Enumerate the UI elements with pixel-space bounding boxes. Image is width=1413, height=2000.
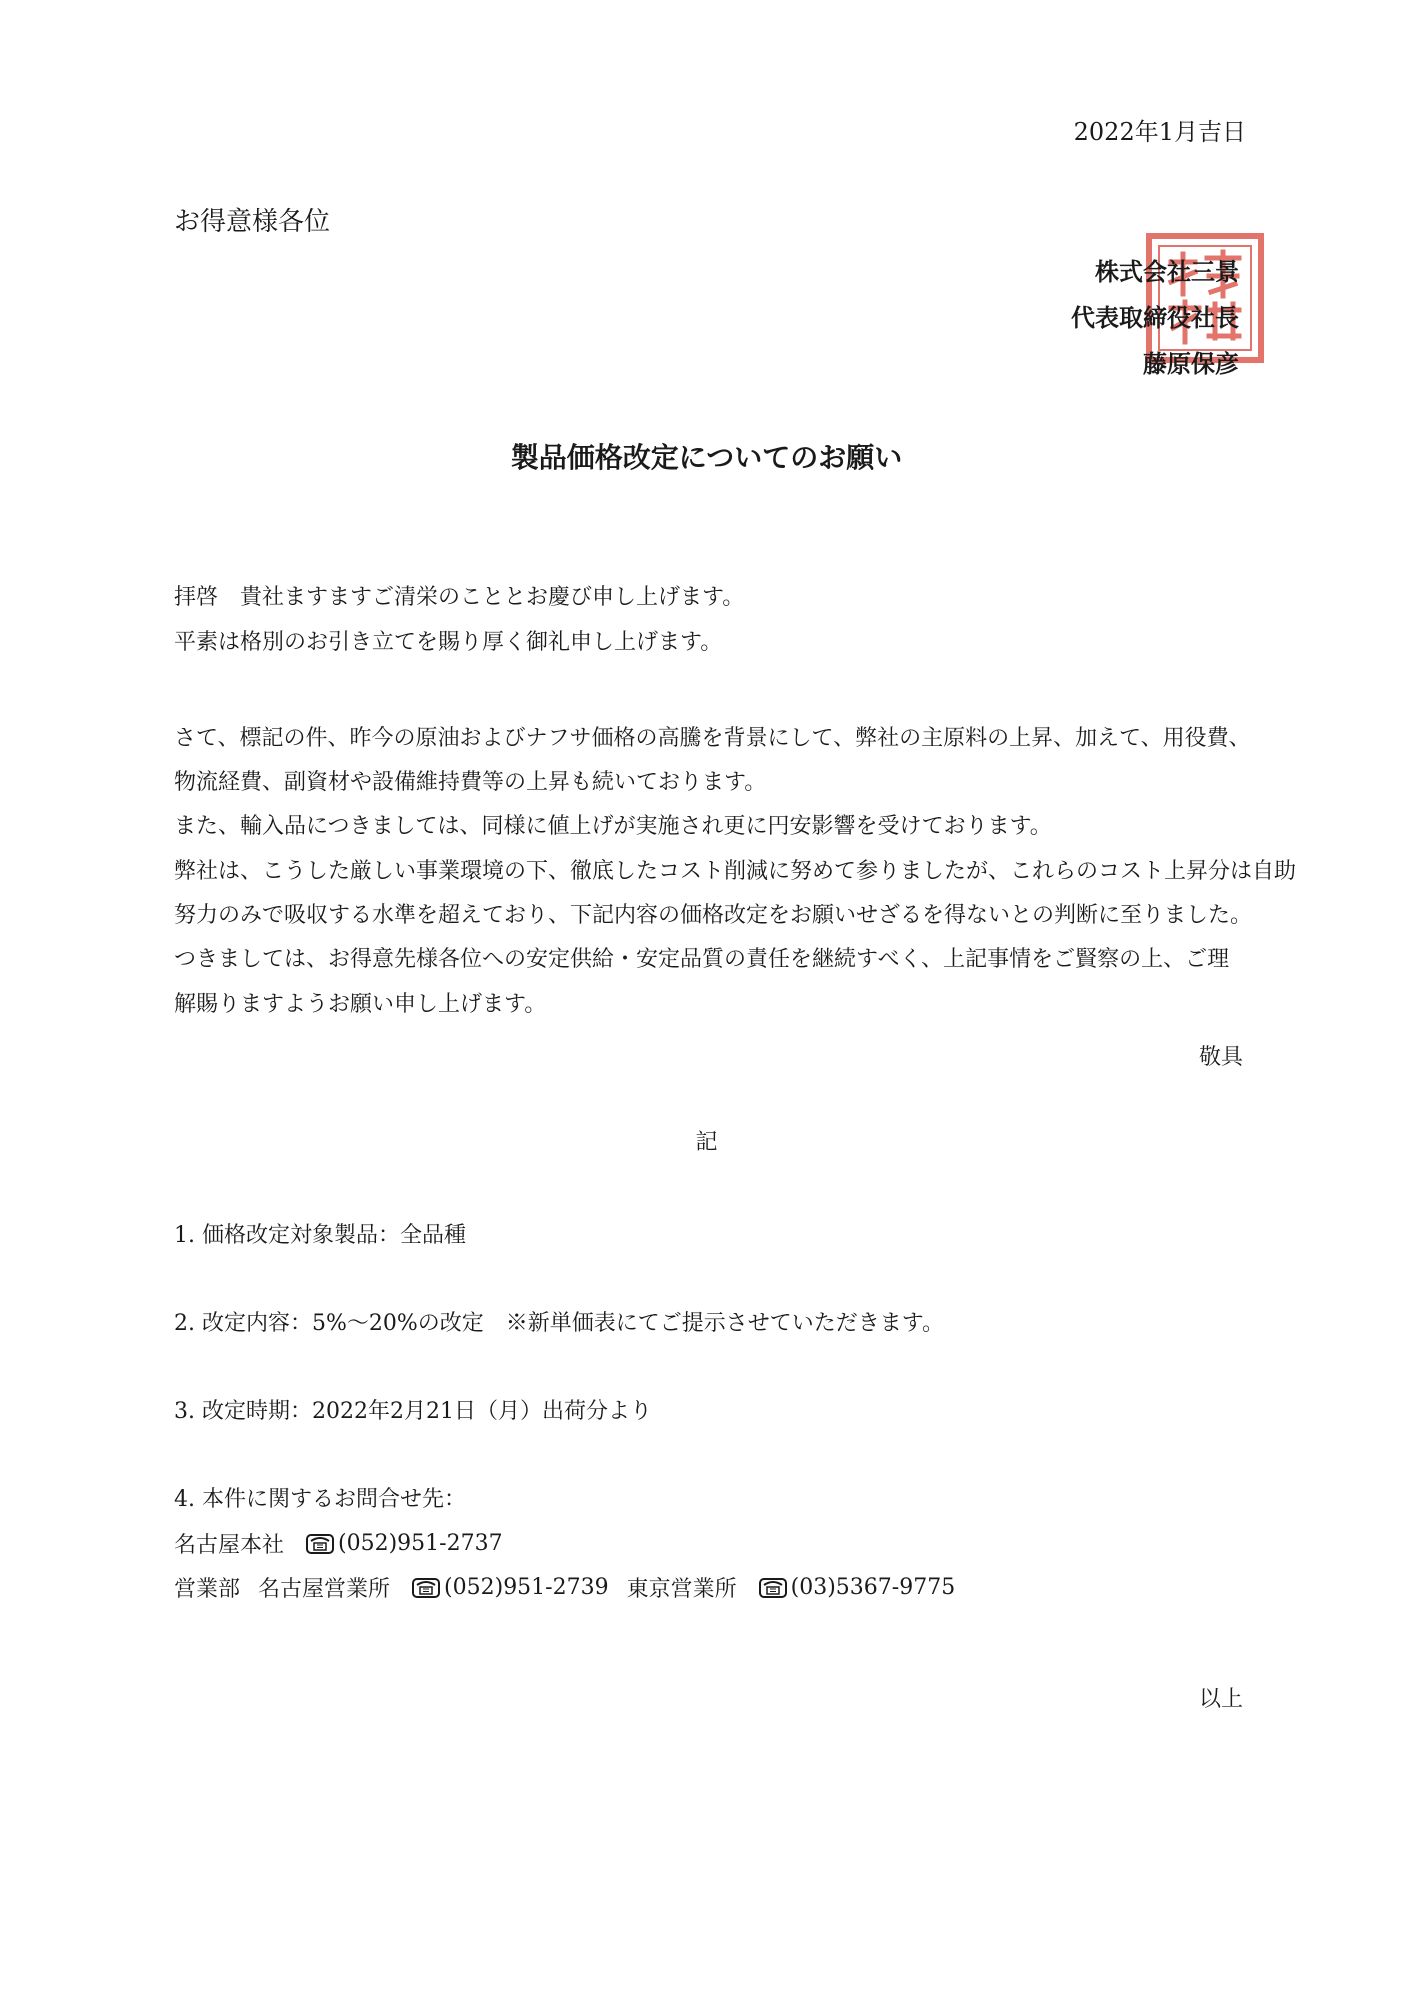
tokyo-tel: (03)5367-9775 — [790, 1575, 956, 1600]
ki-heading: 記 — [695, 1130, 718, 1155]
item-3: 3. 改定時期：2022年2月21日（月）出荷分より — [174, 1399, 652, 1424]
nagoya-label: 名古屋営業所 — [258, 1577, 391, 1602]
body-line: 物流経費、副資材や設備維持費等の上昇も続いております。 — [174, 770, 767, 795]
phone-icon — [306, 1534, 334, 1554]
contact-sales — [174, 1572, 955, 1603]
date: 2022年1月吉日 — [1073, 118, 1246, 146]
tokyo-label: 東京営業所 — [626, 1577, 737, 1602]
body-line: さて、標記の件、昨今の原油およびナフサ価格の高騰を背景にして、弊社の主原料の上昇、加えて、用役費、 — [174, 726, 1251, 751]
closing-ijou: 以上 — [1198, 1687, 1243, 1712]
phone-icon — [759, 1578, 787, 1598]
representative-name: 藤原保彦 — [1143, 349, 1239, 378]
item-1: 1. 価格改定対象製品：全品種 — [174, 1223, 466, 1248]
body-line: また、輸入品につきましては、同様に値上げが実施され更に円安影響を受けております。 — [174, 814, 1052, 839]
body-line: つきましては、お得意先様各位への安定供給・安定品質の責任を継続すべく、上記事情をご賢察の上、ご理 — [174, 947, 1230, 972]
closing-keigu: 敬具 — [1198, 1045, 1243, 1070]
body-line: 弊社は、こうした厳しい事業環境の下、徹底したコスト削減に努めて参りましたが、これらのコスト上昇分は自助 — [174, 859, 1297, 884]
body-line: 努力のみで吸収する水準を超えており、下記内容の価格改定をお願いせざるを得ないとの判断に至りました。 — [174, 903, 1253, 928]
nagoya-tel: (052)951-2739 — [444, 1575, 609, 1600]
document-title: 製品価格改定についてのお願い — [510, 441, 903, 474]
body-line: 拝啓 貴社ますますご清栄のこととお慶び申し上げます。 — [174, 585, 745, 610]
hq-tel: (052)951-2737 — [338, 1531, 503, 1556]
item-4: 4. 本件に関するお問合せ先： — [174, 1487, 466, 1512]
recipient: お得意様各位 — [174, 207, 331, 237]
sales-label: 営業部 — [174, 1577, 241, 1602]
body-line: 平素は格別のお引き立てを賜り厚く御礼申し上げます。 — [174, 630, 723, 655]
item-2: 2. 改定内容：5%～20%の改定 ※新単価表にてご提示させていただきます。 — [174, 1311, 945, 1336]
body-line: 解賜りますようお願い申し上げます。 — [174, 992, 547, 1017]
company-name: 株式会社三景 — [1095, 257, 1239, 286]
contact-hq — [174, 1528, 503, 1559]
representative-position: 代表取締役社長 — [1071, 303, 1239, 332]
phone-icon — [412, 1578, 440, 1598]
hq-label: 名古屋本社 — [174, 1533, 285, 1558]
